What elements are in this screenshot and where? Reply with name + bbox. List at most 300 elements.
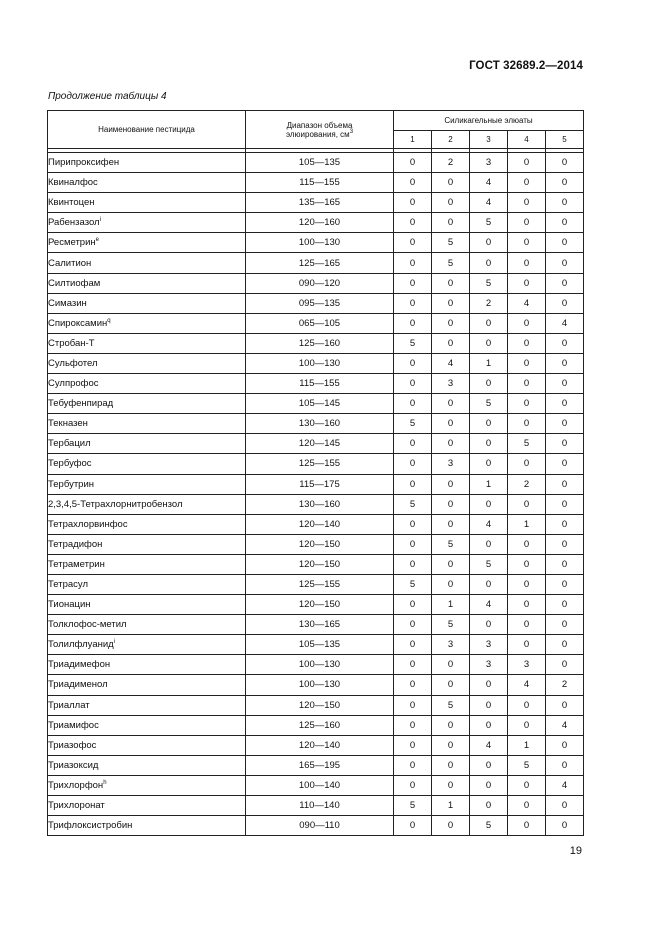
eluate-4-cell: 0 [508,213,546,233]
table-row [48,735,584,755]
eluate-1-cell: 5 [394,574,432,594]
eluate-1-cell: 0 [394,514,432,534]
eluate-5-cell: 0 [546,454,584,474]
eluate-4-cell: 0 [508,695,546,715]
pesticide-name: Сульфотел [48,357,98,369]
eluate-4-cell: 0 [508,353,546,373]
header-elution-range-line1: Диапазон объема [286,120,353,130]
table-row [48,675,584,695]
eluate-1-cell: 0 [394,454,432,474]
eluate-1-cell: 0 [394,434,432,454]
eluate-3-cell: 2 [470,293,508,313]
eluate-3-cell: 4 [470,193,508,213]
eluate-4-cell: 5 [508,755,546,775]
table-row [48,253,584,273]
pesticide-name: 2,3,4,5-Тетрахлорнитробензол [48,498,183,510]
pesticide-name: Триазофос [48,739,97,751]
pesticide-name-cell [48,775,246,795]
eluate-3-cell: 0 [470,534,508,554]
eluate-5-cell: 0 [546,514,584,534]
eluate-3-cell: 0 [470,253,508,273]
eluate-3-cell: 4 [470,595,508,615]
pesticide-name: Тебуфенпирад [48,398,114,410]
pesticide-name: Симазин [48,297,87,309]
elution-range-cell: 100—140 [246,775,394,795]
elution-range-cell: 115—155 [246,374,394,394]
eluate-2-cell: 0 [432,494,470,514]
eluate-4-cell: 1 [508,514,546,534]
elution-range-cell: 125—155 [246,574,394,594]
pesticide-name-cell [48,655,246,675]
eluate-2-cell: 0 [432,655,470,675]
eluate-4-cell: 0 [508,193,546,213]
eluate-3-cell: 3 [470,635,508,655]
pesticide-name-cell [48,273,246,293]
table-row [48,173,584,193]
eluate-5-cell: 0 [546,293,584,313]
eluate-3-cell: 0 [470,414,508,434]
footnote-mark: q [107,317,111,324]
eluate-3-cell: 1 [470,353,508,373]
pesticide-name-cell [48,253,246,273]
eluate-2-cell: 0 [432,715,470,735]
elution-range-cell: 115—155 [246,173,394,193]
eluate-2-cell: 0 [432,434,470,454]
table-row [48,273,584,293]
pesticide-name: Квинтоцен [48,197,95,209]
eluate-4-cell: 0 [508,394,546,414]
eluate-2-cell: 0 [432,414,470,434]
pesticide-name: Трифлоксистробин [48,820,133,832]
header-elution-range-line2: элюирования, см [285,129,350,139]
table-row [48,434,584,454]
eluate-2-cell: 4 [432,353,470,373]
table-row [48,554,584,574]
eluate-5-cell: 0 [546,574,584,594]
eluate-3-cell: 0 [470,695,508,715]
eluate-1-cell: 0 [394,695,432,715]
eluate-4-cell: 0 [508,414,546,434]
eluate-5-cell: 0 [546,534,584,554]
pesticide-name-cell [48,635,246,655]
pesticide-name: Тербуфос [48,458,92,470]
pesticide-name: Тетрасул [48,579,88,591]
eluate-5-cell: 4 [546,775,584,795]
eluate-4-cell: 2 [508,474,546,494]
eluate-1-cell: 5 [394,414,432,434]
eluate-3-cell: 5 [470,554,508,574]
eluate-4-cell: 1 [508,735,546,755]
eluate-5-cell: 0 [546,333,584,353]
eluate-5-cell: 0 [546,153,584,173]
eluate-1-cell: 0 [394,635,432,655]
table-row [48,514,584,534]
pesticide-name: Толклофос-метил [48,619,127,631]
header-eluate-3: 3 [470,131,508,149]
elution-range-cell: 090—120 [246,273,394,293]
pesticide-name-cell [48,715,246,735]
pesticide-name: Триадимефон [48,659,111,671]
elution-range-cell: 100—130 [246,353,394,373]
eluate-2-cell: 0 [432,554,470,574]
eluate-1-cell: 0 [394,655,432,675]
table-row [48,374,584,394]
eluate-5-cell: 0 [546,735,584,755]
eluate-4-cell: 5 [508,434,546,454]
eluate-4-cell: 0 [508,454,546,474]
eluate-4-cell: 3 [508,655,546,675]
eluate-4-cell: 0 [508,595,546,615]
header-silica-eluates: Силикагельные элюаты [394,111,584,131]
eluate-4-cell: 0 [508,775,546,795]
eluate-4-cell: 0 [508,253,546,273]
elution-range-cell: 135—165 [246,193,394,213]
eluate-3-cell: 5 [470,273,508,293]
pesticide-name: Тетрадифон [48,538,103,550]
eluate-5-cell: 0 [546,695,584,715]
eluate-2-cell: 1 [432,796,470,816]
table-row [48,414,584,434]
header-eluate-1: 1 [394,131,432,149]
pesticide-name-cell [48,554,246,574]
pesticide-name: Трихлоронат [48,800,105,812]
pesticide-name: Салитион [48,257,92,269]
table-row [48,615,584,635]
elution-range-cell: 120—150 [246,534,394,554]
pesticide-name: Толилфлуанид [48,639,114,651]
pesticide-name-cell [48,353,246,373]
table-row [48,494,584,514]
pesticide-name: Трихлорфон [48,779,104,791]
eluate-3-cell: 0 [470,233,508,253]
eluate-3-cell: 0 [470,574,508,594]
eluate-3-cell: 0 [470,675,508,695]
eluate-2-cell: 0 [432,816,470,836]
eluate-4-cell: 0 [508,173,546,193]
pesticide-name-cell [48,735,246,755]
elution-range-cell: 125—165 [246,253,394,273]
eluate-2-cell: 0 [432,474,470,494]
elution-range-cell: 105—135 [246,153,394,173]
eluate-2-cell: 0 [432,333,470,353]
header-elution-unit-sup: 3 [349,128,354,135]
table-row [48,293,584,313]
eluate-2-cell: 0 [432,293,470,313]
eluate-2-cell: 0 [432,273,470,293]
eluate-5-cell: 0 [546,554,584,574]
eluate-1-cell: 0 [394,273,432,293]
eluate-5-cell: 0 [546,655,584,675]
eluate-2-cell: 3 [432,635,470,655]
eluate-4-cell: 0 [508,494,546,514]
eluate-1-cell: 5 [394,333,432,353]
pesticide-name-cell [48,474,246,494]
elution-range-cell: 165—195 [246,755,394,775]
table-row [48,655,584,675]
eluate-1-cell: 0 [394,153,432,173]
eluate-2-cell: 5 [432,534,470,554]
page-number: 19 [569,845,582,857]
pesticide-name-cell [48,574,246,594]
eluate-3-cell: 0 [470,494,508,514]
elution-range-cell: 100—130 [246,233,394,253]
pesticide-name-cell [48,755,246,775]
header-eluate-4: 4 [508,131,546,149]
eluate-3-cell: 4 [470,514,508,534]
elution-range-cell: 120—160 [246,213,394,233]
eluate-5-cell: 0 [546,253,584,273]
eluate-2-cell: 5 [432,695,470,715]
pesticide-name-cell [48,414,246,434]
elution-range-cell: 125—160 [246,333,394,353]
eluate-1-cell: 0 [394,534,432,554]
pesticide-name: Сулпрофос [48,378,99,390]
eluate-5-cell: 0 [546,796,584,816]
eluate-3-cell: 4 [470,735,508,755]
table-row [48,695,584,715]
header-pesticide-name: Наименование пестицида [48,111,246,149]
pesticide-name-cell [48,494,246,514]
eluate-3-cell: 0 [470,333,508,353]
eluate-1-cell: 0 [394,374,432,394]
eluate-3-cell: 5 [470,816,508,836]
pesticide-name-cell [48,675,246,695]
pesticide-name-cell [48,193,246,213]
pesticide-name-cell [48,695,246,715]
pesticide-name: Тербацил [48,438,91,450]
eluate-1-cell: 0 [394,715,432,735]
eluate-3-cell: 0 [470,796,508,816]
pesticide-name: Текназен [48,418,88,430]
pesticide-name-cell [48,796,246,816]
pesticide-name-cell [48,153,246,173]
table-row [48,796,584,816]
elution-range-cell: 105—135 [246,635,394,655]
elution-range-cell: 105—145 [246,394,394,414]
eluate-2-cell: 0 [432,193,470,213]
eluate-4-cell: 0 [508,635,546,655]
eluate-5-cell: 0 [546,213,584,233]
table-row [48,474,584,494]
pesticide-name: Пирипроксифен [48,157,120,169]
pesticide-name-cell [48,615,246,635]
eluate-3-cell: 0 [470,374,508,394]
eluate-5-cell: 0 [546,494,584,514]
elution-range-cell: 125—160 [246,715,394,735]
pesticide-name-cell [48,514,246,534]
eluate-4-cell: 0 [508,715,546,735]
table-row [48,816,584,836]
eluate-5-cell: 2 [546,675,584,695]
pesticide-name-cell [48,534,246,554]
elution-range-cell: 120—150 [246,554,394,574]
eluate-5-cell: 0 [546,615,584,635]
eluate-1-cell: 0 [394,675,432,695]
elution-range-cell: 110—140 [246,796,394,816]
eluate-5-cell: 0 [546,635,584,655]
table-row [48,153,584,173]
pesticide-name: Триамифос [48,719,99,731]
pesticide-name: Стробан-Т [48,337,95,349]
footnote-mark: e [95,237,99,244]
table-row [48,775,584,795]
pesticide-name-cell [48,293,246,313]
elution-range-cell: 100—130 [246,655,394,675]
eluate-4-cell: 0 [508,313,546,333]
eluate-2-cell: 0 [432,675,470,695]
elution-range-cell: 120—150 [246,595,394,615]
pesticide-name-cell [48,173,246,193]
eluate-1-cell: 0 [394,173,432,193]
eluate-5-cell: 0 [546,394,584,414]
pesticide-table [47,110,584,836]
eluate-5-cell: 0 [546,353,584,373]
eluate-3-cell: 0 [470,615,508,635]
pesticide-name: Триаллат [48,699,90,711]
document-code: ГОСТ 32689.2—2014 [469,60,583,72]
elution-range-cell: 120—150 [246,695,394,715]
eluate-2-cell: 0 [432,755,470,775]
header-elution-range [246,111,394,149]
pesticide-name: Тионацин [48,599,91,611]
eluate-1-cell: 0 [394,213,432,233]
eluate-2-cell: 0 [432,394,470,414]
eluate-2-cell: 0 [432,574,470,594]
pesticide-name: Триазоксид [48,759,99,771]
pesticide-name: Триадименол [48,679,108,691]
eluate-5-cell: 0 [546,173,584,193]
pesticide-name: Тетраметрин [48,558,105,570]
table-row [48,193,584,213]
table-row [48,534,584,554]
eluate-1-cell: 0 [394,474,432,494]
footnote-mark: i [113,639,116,646]
eluate-4-cell: 0 [508,554,546,574]
eluate-4-cell: 0 [508,615,546,635]
eluate-1-cell: 0 [394,816,432,836]
eluate-3-cell: 1 [470,474,508,494]
pesticide-name-cell [48,595,246,615]
pesticide-name: Спироксамин [48,317,108,329]
eluate-5-cell: 4 [546,313,584,333]
eluate-1-cell: 0 [394,233,432,253]
eluate-4-cell: 0 [508,374,546,394]
eluate-4-cell: 0 [508,796,546,816]
eluate-4-cell: 0 [508,233,546,253]
elution-range-cell: 065—105 [246,313,394,333]
pesticide-name-cell [48,394,246,414]
eluate-1-cell: 0 [394,313,432,333]
table-row [48,715,584,735]
eluate-3-cell: 0 [470,755,508,775]
eluate-5-cell: 0 [546,474,584,494]
eluate-3-cell: 0 [470,434,508,454]
eluate-5-cell: 0 [546,193,584,213]
elution-range-cell: 095—135 [246,293,394,313]
pesticide-name-cell [48,374,246,394]
eluate-2-cell: 3 [432,374,470,394]
eluate-2-cell: 5 [432,253,470,273]
table-caption: Продолжение таблицы 4 [48,91,167,102]
eluate-5-cell: 0 [546,374,584,394]
eluate-2-cell: 0 [432,514,470,534]
eluate-5-cell: 0 [546,434,584,454]
eluate-1-cell: 0 [394,755,432,775]
eluate-4-cell: 4 [508,293,546,313]
eluate-3-cell: 0 [470,775,508,795]
eluate-5-cell: 0 [546,816,584,836]
eluate-3-cell: 0 [470,715,508,735]
eluate-1-cell: 0 [394,595,432,615]
eluate-2-cell: 3 [432,454,470,474]
elution-range-cell: 100—130 [246,675,394,695]
pesticide-name: Тербутрин [48,478,95,490]
eluate-2-cell: 0 [432,735,470,755]
table-row [48,635,584,655]
eluate-1-cell: 0 [394,775,432,795]
eluate-2-cell: 5 [432,615,470,635]
pesticide-name-cell [48,454,246,474]
table-row [48,574,584,594]
table-row [48,394,584,414]
pesticide-name-cell [48,233,246,253]
table-row [48,353,584,373]
eluate-4-cell: 0 [508,816,546,836]
eluate-2-cell: 0 [432,173,470,193]
eluate-5-cell: 0 [546,273,584,293]
elution-range-cell: 130—165 [246,615,394,635]
pesticide-name-cell [48,816,246,836]
table-row [48,454,584,474]
footnote-mark: h [103,779,107,786]
eluate-3-cell: 0 [470,313,508,333]
eluate-1-cell: 5 [394,796,432,816]
eluate-4-cell: 0 [508,153,546,173]
pesticide-name-cell [48,333,246,353]
pesticide-name: Силтиофам [48,277,101,289]
eluate-5-cell: 0 [546,414,584,434]
pesticide-name: Квиналфос [48,177,98,189]
eluate-3-cell: 0 [470,454,508,474]
table-row [48,233,584,253]
eluate-1-cell: 0 [394,293,432,313]
eluate-3-cell: 4 [470,173,508,193]
eluate-2-cell: 0 [432,775,470,795]
eluate-2-cell: 1 [432,595,470,615]
header-eluate-2: 2 [432,131,470,149]
eluate-1-cell: 0 [394,735,432,755]
pesticide-name-cell [48,313,246,333]
eluate-1-cell: 0 [394,554,432,574]
eluate-2-cell: 0 [432,213,470,233]
eluate-2-cell: 2 [432,153,470,173]
table-row [48,595,584,615]
eluate-3-cell: 5 [470,394,508,414]
eluate-5-cell: 0 [546,595,584,615]
eluate-4-cell: 0 [508,534,546,554]
eluate-3-cell: 3 [470,655,508,675]
table-row [48,333,584,353]
eluate-1-cell: 0 [394,353,432,373]
eluate-1-cell: 5 [394,494,432,514]
pesticide-name: Тетрахлорвинфос [48,518,128,530]
eluate-4-cell: 0 [508,273,546,293]
elution-range-cell: 115—175 [246,474,394,494]
eluate-2-cell: 5 [432,233,470,253]
pesticide-name: Рабензазол [48,217,100,229]
eluate-1-cell: 0 [394,615,432,635]
eluate-5-cell: 4 [546,715,584,735]
